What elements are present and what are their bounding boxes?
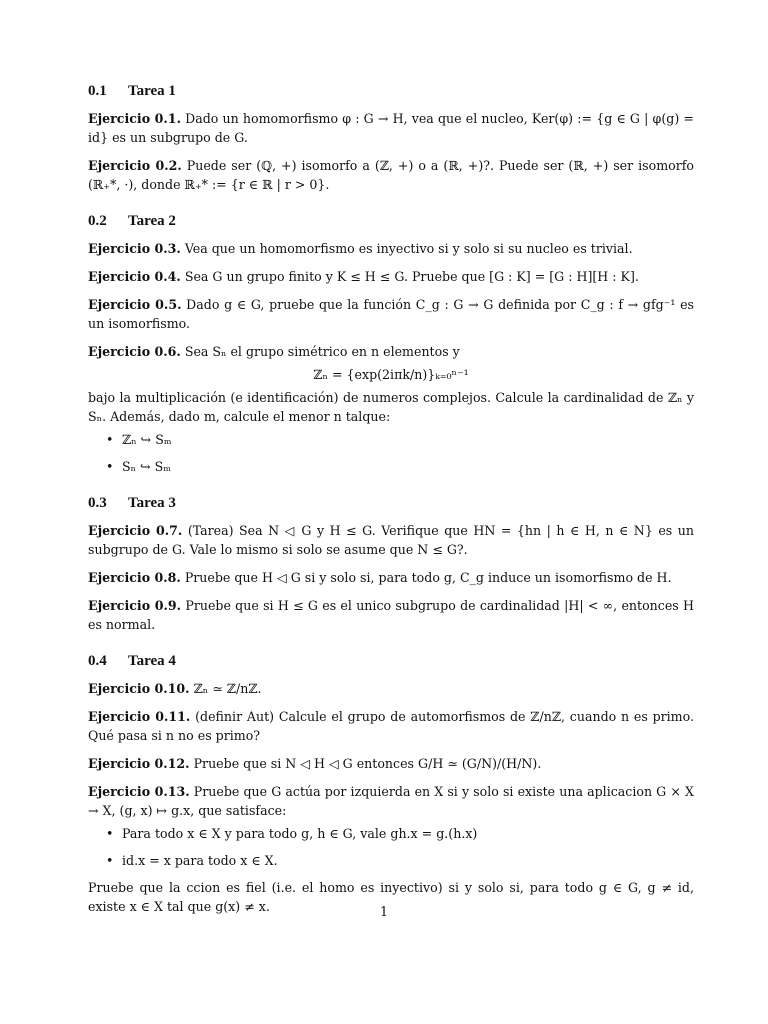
bullet-icon: • (106, 853, 114, 868)
exercise-label: Ejercicio 0.2. (88, 158, 182, 173)
exercise-label: Ejercicio 0.13. (88, 784, 190, 799)
list-item (106, 430, 694, 449)
exercise-label: Ejercicio 0.11. (88, 709, 191, 724)
exercise-text: Dado un homomorfismo φ : G → H, vea que el nucleo, Ker(φ) := {g ∈ G | φ(g) = id} es un subgrupo de G. (88, 111, 694, 145)
list-item (106, 851, 694, 870)
section-tarea-2 (88, 212, 694, 476)
section-title: Tarea 1 (128, 83, 176, 99)
display-equation: ℤₙ = {exp(2iπk/n)}ₖ₌₀ⁿ⁻¹ (313, 367, 469, 382)
exercise (88, 267, 694, 286)
section-number: 0.4 (88, 653, 107, 669)
section-title: Tarea 3 (128, 495, 176, 511)
list-item-text: ℤₙ ↪ Sₘ (122, 432, 172, 447)
exercise-label: Ejercicio 0.4. (88, 269, 181, 284)
bullet-list (88, 430, 694, 476)
section-title: Tarea 2 (128, 213, 176, 229)
exercise-label: Ejercicio 0.1. (88, 111, 181, 126)
paragraph: Pruebe que la ccion es fiel (i.e. el homo es inyectivo) si y solo si, para todo g ∈ G, g ≠ id, existe x ∈ X tal que g(x) ≠ x. (88, 880, 694, 914)
exercise (88, 342, 694, 361)
section-heading (88, 652, 694, 671)
exercise-text: Pruebe que si N ◁ H ◁ G entonces G/H ≃ (G/N)/(H/N). (193, 756, 542, 771)
bullet-list (88, 824, 694, 870)
exercise (88, 679, 694, 698)
exercise-text: Sea G un grupo finito y K ≤ H ≤ G. Pruebe que [G : K] = [G : H][H : K]. (184, 269, 639, 284)
section-heading (88, 494, 694, 513)
exercise-text: Vea que un homomorfismo es inyectivo si y solo si su nucleo es trivial. (184, 241, 633, 256)
list-item (106, 457, 694, 476)
exercise-label: Ejercicio 0.3. (88, 241, 181, 256)
exercise (88, 596, 694, 634)
bullet-icon: • (106, 459, 114, 474)
list-item-text: Sₙ ↪ Sₘ (122, 459, 171, 474)
exercise-text: Pruebe que G actúa por izquierda en X si y solo si existe una aplicacion G × X → X, (g, x) ↦ g.x, que satisface: (88, 784, 694, 818)
exercise (88, 239, 694, 258)
exercise (88, 521, 694, 559)
exercise-text: Pruebe que H ◁ G si y solo si, para todo g, C_g induce un isomorfismo de H. (184, 570, 672, 585)
exercise-label: Ejercicio 0.12. (88, 756, 190, 771)
exercise-text: ℤₙ ≃ ℤ/nℤ. (193, 681, 262, 696)
list-item-text: Para todo x ∈ X y para todo g, h ∈ G, vale gh.x = g.(h.x) (122, 826, 478, 841)
list-item (106, 824, 694, 843)
exercise-label: Ejercicio 0.9. (88, 598, 182, 613)
exercise-label: Ejercicio 0.10. (88, 681, 190, 696)
exercise (88, 568, 694, 587)
section-number: 0.2 (88, 213, 107, 229)
paragraph: bajo la multiplicación (e identificación) de numeros complejos. Calcule la cardinalidad de ℤₙ y Sₙ. Además, dado m, calcule el menor n talque: (88, 390, 694, 424)
exercise-label: Ejercicio 0.6. (88, 344, 181, 359)
exercise-text: Dado g ∈ G, pruebe que la función C_g : G → G definida por C_g : f → gfg⁻¹ es un isomorfismo. (88, 297, 694, 331)
section-heading (88, 82, 694, 101)
exercise-text: Pruebe que si H ≤ G es el unico subgrupo de cardinalidad |H| < ∞, entonces H es normal. (88, 598, 694, 632)
bullet-icon: • (106, 826, 114, 841)
exercise (88, 295, 694, 333)
bullet-icon: • (106, 432, 114, 447)
exercise (88, 754, 694, 773)
section-tarea-3 (88, 494, 694, 634)
section-number: 0.1 (88, 83, 107, 99)
section-tarea-1 (88, 82, 694, 194)
section-title: Tarea 4 (128, 653, 176, 669)
exercise-label: Ejercicio 0.5. (88, 297, 182, 312)
exercise-text: (definir Aut) Calcule el grupo de automorfismos de ℤ/nℤ, cuando n es primo. Qué pasa si n no es primo? (88, 709, 694, 743)
section-tarea-4 (88, 652, 694, 916)
list-item-text: id.x = x para todo x ∈ X. (122, 853, 278, 868)
exercise (88, 109, 694, 147)
exercise-label: Ejercicio 0.8. (88, 570, 181, 585)
exercise (88, 707, 694, 745)
section-number: 0.3 (88, 495, 107, 511)
exercise-text: Sea Sₙ el grupo simétrico en n elementos y (184, 344, 460, 359)
exercise-text: Puede ser (ℚ, +) isomorfo a (ℤ, +) o a (ℝ, +)?. Puede ser (ℝ, +) ser isomorfo (ℝ₊*, ·), donde ℝ₊* := {r ∈ ℝ | r > 0}. (88, 158, 694, 192)
exercise-text: (Tarea) Sea N ◁ G y H ≤ G. Verifique que HN = {hn | h ∈ H, n ∈ N} es un subgrupo de G. Vale lo mismo si solo se asume que N ≤ G?. (88, 523, 694, 557)
page-number: 1 (379, 904, 388, 919)
exercise-label: Ejercicio 0.7. (88, 523, 183, 538)
exercise (88, 156, 694, 194)
exercise (88, 782, 694, 820)
document-body (88, 82, 694, 934)
section-heading (88, 212, 694, 231)
